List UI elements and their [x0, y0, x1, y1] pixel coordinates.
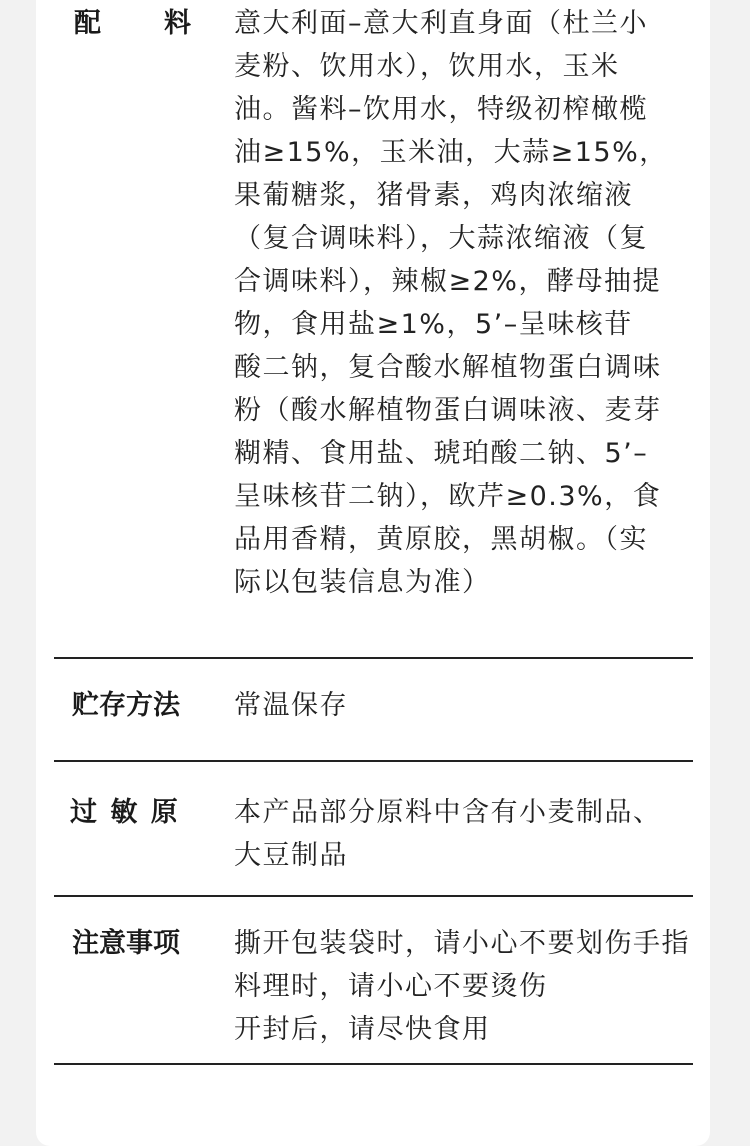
ingredients-value	[234, 2, 696, 604]
ingredients-line: （复合调味料），大蒜浓缩液（复	[234, 223, 648, 254]
ingredients-line: 麦粉、饮用水），饮用水，玉米	[234, 51, 620, 82]
divider	[54, 657, 693, 659]
storage-line: 常温保存	[234, 690, 348, 721]
ingredients-line: 油。酱料–饮用水，特级初榨橄榄	[234, 94, 648, 125]
ingredients-line: 粉（酸水解植物蛋白调味液、麦芽	[234, 395, 662, 426]
ingredients-line: 糊精、食用盐、琥珀酸二钠、5’–	[234, 438, 649, 469]
notes-line: 开封后，请尽快食用	[234, 1014, 491, 1045]
notes-value	[234, 922, 704, 1051]
ingredient-info-card	[36, 0, 710, 1146]
ingredients-label-char-2: 料	[164, 8, 191, 39]
ingredients-line: 物，食用盐≥1%，5’–呈味核苷	[234, 309, 633, 340]
notes-label: 注意事项	[72, 928, 180, 959]
ingredients-line: 呈味核苷二钠），欧芹≥0.3%，食	[234, 481, 662, 512]
divider	[54, 895, 693, 897]
storage-label: 贮存方法	[72, 690, 180, 721]
storage-value	[234, 684, 696, 727]
ingredients-line: 品用香精，黄原胶，黑胡椒。（实	[234, 524, 648, 555]
allergen-line: 本产品部分原料中含有小麦制品、	[234, 797, 662, 828]
ingredients-line: 酸二钠，复合酸水解植物蛋白调味	[234, 352, 662, 383]
allergen-line: 大豆制品	[234, 840, 348, 871]
notes-line: 料理时，请小心不要烫伤	[234, 971, 548, 1002]
divider	[54, 760, 693, 762]
ingredients-line: 合调味料），辣椒≥2%，酵母抽提	[234, 266, 661, 297]
allergen-value	[234, 791, 696, 877]
ingredients-line: 油≥15%，玉米油，大蒜≥15%，	[234, 137, 668, 168]
ingredients-line: 果葡糖浆，猪骨素，鸡肉浓缩液	[234, 180, 633, 211]
notes-line: 撕开包装袋时，请小心不要划伤手指	[234, 928, 690, 959]
divider	[54, 1063, 693, 1065]
ingredients-line: 意大利面–意大利直身面（杜兰小	[234, 8, 648, 39]
allergen-label: 过 敏 原	[70, 797, 180, 828]
ingredients-label-char-1: 配	[74, 8, 101, 39]
ingredients-line: 际以包装信息为准）	[234, 567, 491, 598]
